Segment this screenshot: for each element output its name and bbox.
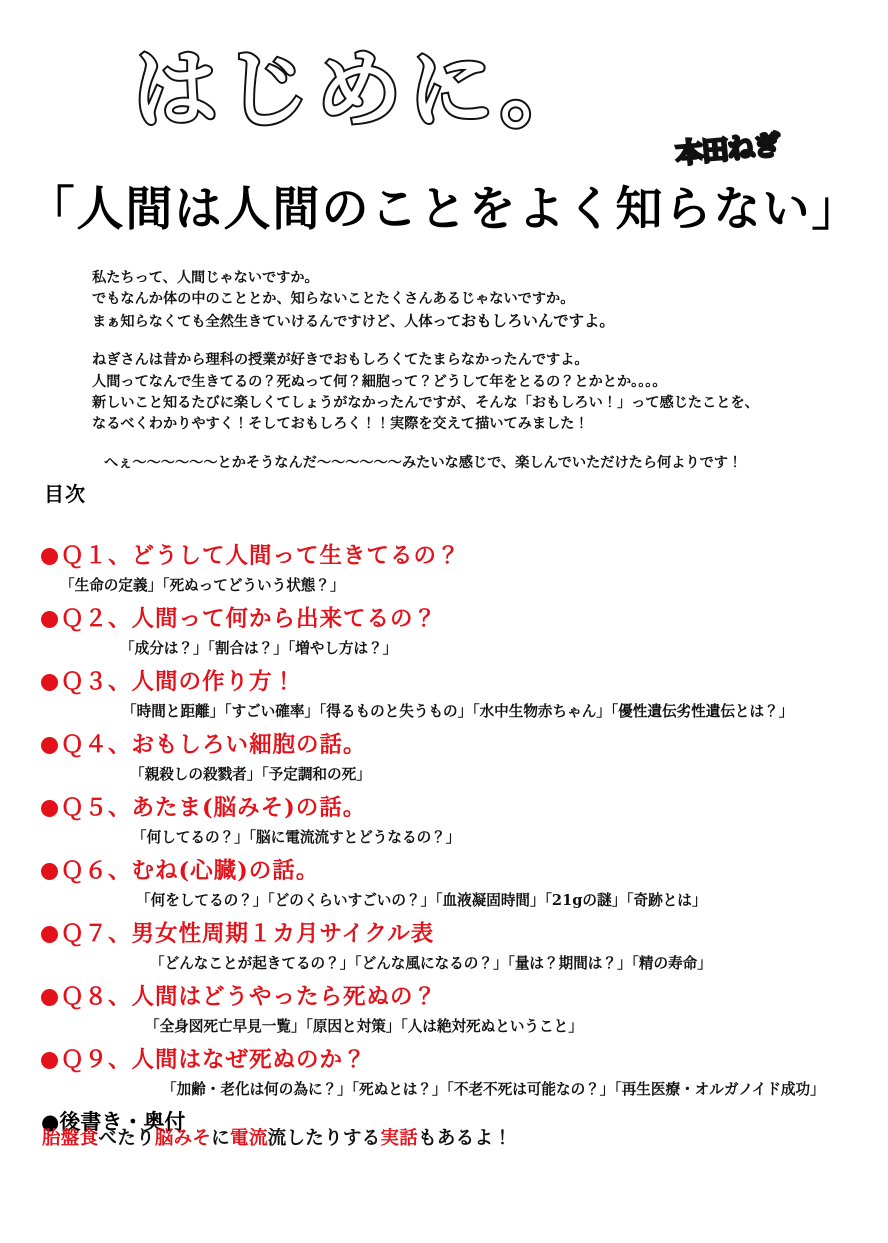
toc-entry-title[interactable] [0,855,888,887]
footer-segment-5: 電流 [230,1128,268,1149]
toc-entry-title[interactable] [0,729,888,761]
toc-entry-subtitle: 「どんなことが起きてるの？」「どんな風になるの？」「量は？期間は？」「精の寿命」 [150,955,712,972]
toc-entry-subtitle: 「何をしてるの？」「どのくらいすごいの？」「血液凝固時間」「21gの謎」「奇跡とは」 [136,892,707,909]
toc-entry-title-text: Ｑ２、人間って何から出来てるの？ [61,606,438,632]
toc-list [0,540,888,1137]
page-subtitle: 「人間は人間のことをよく知らない」 [27,182,861,237]
toc-entry-title[interactable] [0,792,888,824]
toc-entry-title-text: Ｑ９、人間はなぜ死ぬのか？ [61,1047,367,1073]
toc-entry-title[interactable] [0,918,888,950]
toc-entry[interactable] [0,1044,888,1100]
intro-p1-line3: まぁ知らなくても全然生きていけるんですけど、人体って [92,313,461,330]
intro-p1-line3-emphasis: おもしろいんですよ。 [460,311,615,330]
toc-entry-title-text: Ｑ５、あたま(脳みそ)の話。 [61,795,367,821]
footer-segment-8: もあるよ！ [418,1128,513,1149]
toc-entry-title-text: Ｑ６、むね(心臓)の話。 [61,858,320,884]
intro-paragraph-2 [92,350,832,436]
bullet-icon [41,800,58,817]
toc-entry-subtitle: 「加齢・老化は何の為に？」「死ぬとは？」「不老不死は可能なの？」「再生医療・オルガノイド成功」 [162,1081,825,1098]
bullet-icon [41,926,58,943]
bullet-icon [41,1052,58,1069]
footer-segment-4: に [211,1128,231,1149]
footer-segment-7: 実話 [380,1128,419,1149]
footer-segment-1: 胎盤食 [42,1128,99,1149]
toc-entry[interactable] [0,792,888,848]
bullet-icon [41,548,58,565]
toc-entry[interactable] [0,855,888,911]
title-block [0,36,888,170]
toc-entry-subtitle: 「何してるの？」「脳に電流流すとどうなるの？」 [132,829,461,846]
intro-p2-line1: ねぎさんは昔から理科の授業が好きでおもしろくてたまらなかったんですよ。 [92,352,589,369]
toc-afterword[interactable]: ●後書き・奥付 [41,1109,186,1134]
toc-heading: 目次 [44,482,86,506]
bullet-icon [41,611,58,628]
bullet-icon [41,737,58,754]
toc-entry-title-text: Ｑ３、人間の作り方！ [61,669,297,695]
toc-entry[interactable] [0,603,888,659]
toc-entry-title[interactable] [0,540,888,572]
toc-entry-title-text: Ｑ１、どうして人間って生きてるの？ [61,543,461,569]
bullet-icon [41,674,58,691]
intro-paragraph-3: へぇ～～～～～～とかそうなんだ～～～～～～みたいな感じで、楽しんでいただけたら何よりです！ [104,454,743,471]
toc-entry-subtitle: 「生命の定義」「死ぬってどういう状態？」 [60,577,345,594]
toc-entry[interactable] [0,729,888,785]
toc-entry-title-text: Ｑ８、人間はどうやったら死ぬの？ [61,984,438,1010]
toc-entry-subtitle: 「全身図死亡早見一覧」「原因と対策」「人は絶対死ぬということ」 [145,1018,583,1035]
toc-entry[interactable] [0,918,888,974]
toc-entry[interactable] [0,666,888,722]
toc-entry-subtitle: 「成分は？」「割合は？」「増やし方は？」 [120,640,398,657]
bullet-icon [41,863,58,880]
toc-entry[interactable] [0,540,888,596]
toc-entry-title[interactable] [0,981,888,1013]
toc-entry-title[interactable] [0,603,888,635]
footer-segment-2: べたり [98,1128,155,1149]
toc-entry-subtitle: 「時間と距離」「すごい確率」「得るものと失うもの」「水中生物赤ちゃん」「優性遺伝劣性遺伝とは？」 [122,703,794,720]
intro-text [92,268,832,474]
intro-paragraph-1 [92,268,832,333]
toc-entry-subtitle: 「親殺しの殺戮者」「予定調和の死」 [130,766,371,783]
toc-entry[interactable] [0,981,888,1037]
page-title: はじめに。 [132,40,592,140]
footer-segment-3: 脳みそ [154,1128,212,1149]
bullet-icon [41,989,58,1006]
toc-entry-title[interactable] [0,1044,888,1076]
footer-teaser [42,1126,512,1152]
intro-p1-line1: 私たちって、人間じゃないですか。 [92,270,319,286]
intro-p2-line4: なるべくわかりやすく！そしておもしろく！！実際を交えて描いてみました！ [92,416,589,433]
intro-p1-line2: でもなんか体の中のこととか、知らないことたくさんあるじゃないですか。 [92,291,575,308]
toc-entry-title[interactable] [0,666,888,698]
footer-segment-6: 流したりする [267,1128,381,1149]
author-signature: 本田ねぎ [674,129,781,170]
intro-p2-line3: 新しいこと知るたびに楽しくてしょうがなかったんですが、そんな「おもしろい！」って感じたことを、 [92,395,759,412]
toc-entry-title-text: Ｑ７、男女性周期１カ月サイクル表 [61,921,435,947]
intro-p2-line2: 人間ってなんで生きてるの？死ぬって何？細胞って？どうして年をとるの？とかとか。。。。 [92,373,667,390]
toc-entry-title-text: Ｑ４、おもしろい細胞の話。 [61,732,367,758]
